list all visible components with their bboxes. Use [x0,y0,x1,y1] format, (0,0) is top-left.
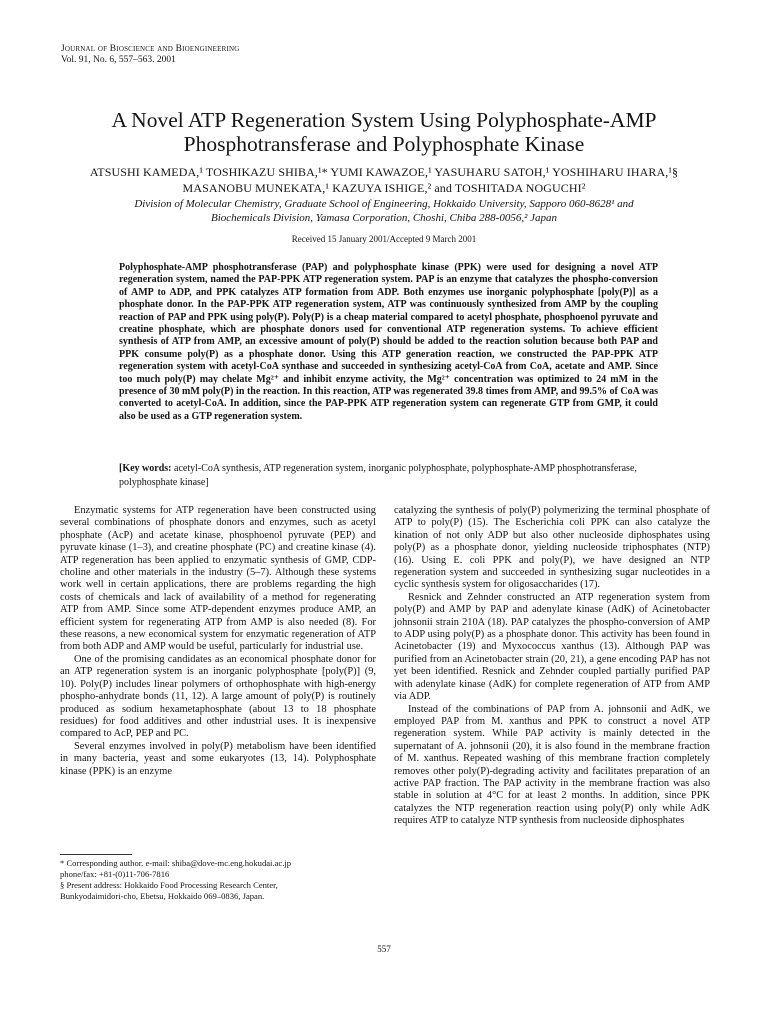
authors-line-2: MASANOBU MUNEKATA,¹ KAZUYA ISHIGE,² and TOSHITADA NOGUCHI² [182,181,586,195]
right-paragraph-2: Resnick and Zehnder constructed an ATP regeneration system from poly(P) and AMP by PAP and adenylate kinase (AdK) of Acinetobacter johnsonii strain 210A (18). PAP catalyzes the phospho-conversion of AMP to ADP using poly(P) as a phosphate donor. This activity has been found in Acinetobacter (19) and Myxococcus xanthus (13). Although PAP was purified from an Acinetobacter strain (20, 21), a gene encoding PAP has not yet been identified. Resnick and Zehnder coupled partially purified PAP with adenylate kinase (AdK) for complete regeneration of ATP from AMP via ADP. [394,591,710,703]
affiliation-line-1: Division of Molecular Chemistry, Graduate School of Engineering, Hokkaido University, Sapporo 060-8628¹ and [134,198,634,210]
abstract: Polyphosphate-AMP phosphotransferase (PAP) and polyphosphate kinase (PPK) were used for designing a novel ATP regeneration system, named the PAP-PPK ATP regeneration system. PAP is an enzyme that catalyzes the phospho-conversion of AMP to ADP, and PPK catalyzes ATP formation from ADP. Both enzymes use inorganic polyphosphate [poly(P)] as a phosphate donor. In the PAP-PPK ATP regeneration system, ATP was continuously synthesized from AMP by the coupling reaction of PAP and PPK using poly(P). Poly(P) is a cheap material compared to acetyl phosphate, phosphoenol pyruvate and creatine phosphate, which are phosphate donors used for conventional ATP regeneration systems. To achieve efficient synthesis of ATP from AMP, an excessive amount of poly(P) should be added to the reaction solution because both PAP and PPK consume poly(P) as a phosphate donor. Using this ATP generation reaction, we constructed the PAP-PPK ATP regeneration system with acetyl-CoA synthase and succeeded in synthesizing acetyl-CoA from CoA, acetate and AMP. Since too much poly(P) may chelate Mg²⁺ and inhibit enzyme activity, the Mg²⁺ concentration was optimized to 24 mM in the presence of 30 mM poly(P) in the reaction. In this reaction, ATP was regenerated 39.8 times from AMP, and 99.5% of CoA was converted to acetyl-CoA. In addition, since the PAP-PPK ATP regeneration system can regenerate GTP from GMP, it could also be used as a GTP regeneration system. [119,262,658,422]
footnote-present-address: § Present address: Hokkaido Food Processing Research Center, [60,880,278,890]
title-line-1: A Novel ATP Regeneration System Using Polyphosphate-AMP [111,108,657,132]
left-paragraph-2: One of the promising candidates as an economical phosphate donor for an ATP regeneration system is an inorganic polyphosphate [poly(P)] (9, 10). Poly(P) includes linear polymers of orthophosphate with high-energy phospho-anhydrate bonds (11, 12). A large amount of poly(P) is routinely produced as sodium hexametaphosphate (about 13 to 18 phosphate residues) for food additives and other industrial uses. It is inexpensive compared to AcP, PEP and PC. [60,653,376,740]
affiliation-line-2: Biochemicals Division, Yamasa Corporation, Choshi, Chiba 288-0056,² Japan [210,212,558,224]
keywords-text: acetyl-CoA synthesis, ATP regeneration system, inorganic polyphosphate, polyphosphate-AMP phosphotransferase, polyphosphate kinase] [119,463,637,488]
footnote-address-line: Bunkyodaimidori-cho, Ebetsu, Hokkaido 069–0836, Japan. [60,891,265,901]
received-dates: Received 15 January 2001/Accepted 9 March 2001 [291,234,477,244]
body-column-left [60,505,376,778]
right-paragraph-1: catalyzing the synthesis of poly(P) polymerizing the terminal phosphate of ATP to poly(P) (15). The Escherichia coli PPK can also catalyze the kination of not only ADP but also other nucleoside diphosphates using poly(P) as a phosphate donor, yielding nucleoside triphosphates (NTP) (16). Using E. coli PPK and poly(P), we have designed an NTP regeneration system and succeeded in synthesizing sugar nucleotides in a cyclic synthesis system for oligosaccharides (17). [394,505,710,591]
right-paragraph-3: Instead of the combinations of PAP from A. johnsonii and AdK, we employed PAP from M. xanthus and PPK to construct a novel ATP regeneration system. While PAP activity is mainly detected in the supernatant of A. johnsonii (20), it is also found in the membrane fraction of M. xanthus. Repeated washing of this membrane fraction completely removes other poly(P)-degrading activity and facilitates preparation of an active PAP fraction. The PAP activity in the membrane fraction was also stable in solution at 4°C for at least 2 months. In addition, since PPK catalyzes the NTP regeneration reaction using poly(P) only while AdK requires ATP to catalyze NTP synthesis from nucleoside diphosphates [394,703,710,827]
author-list [60,164,708,196]
keywords-label: [Key words: [119,463,172,474]
footnotes [60,858,376,902]
body-column-right [394,505,710,828]
title-line-2: Phosphotransferase and Polyphosphate Kinase [183,132,585,156]
left-paragraph-1: Enzymatic systems for ATP regeneration have been constructed using several combinations of phosphate donors and enzymes, such as acetyl phosphate (AcP) and acetate kinase, phosphoenol pyruvate (PEP) and pyruvate kinase (1–3), and creatine phosphate (PC) and creatine kinase (4). ATP regeneration has been applied to enzymatic synthesis of GMP, CDP-choline and other materials in the industry (5–7). Although these systems work well in certain applications, there are problems regarding the high costs of chemicals and lack of availability of a method for regenerating ATP from AMP. Since some ATP-dependent enzymes produce AMP, an efficient system for regenerating ATP from AMP is also needed (8). For these reasons, a new economical system for enzymatic regeneration of ATP from both ADP and AMP would be useful, particularly for industrial use. [60,505,376,653]
journal-header [61,44,240,66]
footnote-divider [60,854,132,855]
page-number: 557 [377,944,391,954]
article-title [60,108,708,156]
authors-line-1: ATSUSHI KAMEDA,¹ TOSHIKAZU SHIBA,¹* YUMI KAWAZOE,¹ YASUHARU SATOH,¹ YOSHIHARU IHARA,¹§ [89,165,679,179]
journal-volume: Vol. 91, No. 6, 557–563. 2001 [61,55,176,65]
left-paragraph-3: Several enzymes involved in poly(P) metabolism have been identified in many bacteria, yeast and some eukaryotes (13, 14). Polyphosphate kinase (PPK) is an enzyme [60,740,376,777]
affiliations [60,197,708,225]
footnote-phone: phone/fax: +81-(0)11-706-7816 [60,869,170,879]
keywords [119,462,658,490]
journal-name: Journal of Bioscience and Bioengineering [61,44,240,54]
footnote-corresponding: * Corresponding author. e-mail: shiba@dove-mc.eng.hokudai.ac.jp [60,858,292,868]
